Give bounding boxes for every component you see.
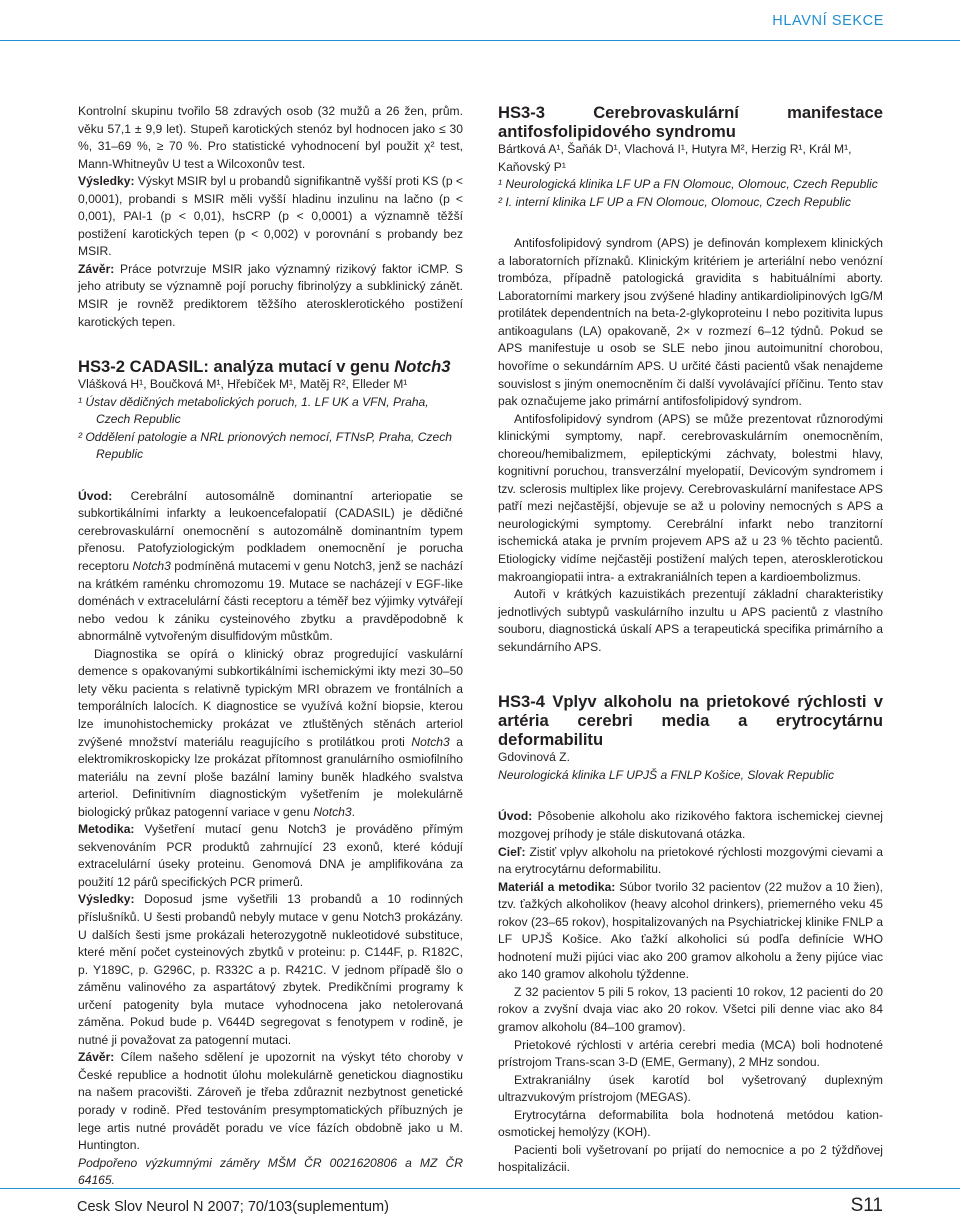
intro-text-hs34: Pôsobenie alkoholu ako rizikového faktora ischemickej cievnej mozgovej príhody je stále diskutovaná otázka. bbox=[498, 809, 883, 841]
body-paragraph-5-hs34: Erytrocytárna deformabilita bola hodnotená metódou kation-osmotickej hemolýzy (KOH). bbox=[498, 1107, 883, 1140]
conclusion-label: Závěr: bbox=[78, 261, 115, 276]
diag-end: . bbox=[351, 804, 356, 819]
aim-paragraph-hs34 bbox=[498, 844, 883, 879]
conclusion-label-hs32: Závěr: bbox=[78, 1050, 115, 1065]
title-gene: Notch3 bbox=[394, 357, 451, 377]
funding-text: Podpořeno výzkumnými záměry MŠM ČR 0021620806 a MZ ČR 64165. bbox=[78, 1155, 463, 1188]
funding-note bbox=[78, 1155, 463, 1190]
conclusion-text: Práce potvrzuje MSIR jako významný rizikový faktor iCMP. S jeho atributy se významně pojí poruchy fibrinolýzy a subklinický zánět. MSIR je rovněž prediktorem těžšího aterosklerotického postižení karotických tepen. bbox=[78, 261, 463, 329]
section-label: HLAVNÍ SEKCE bbox=[772, 13, 884, 29]
body-paragraph-6-hs34: Pacienti boli vyšetrovaní po prijatí do nemocnice a po 2 týždňovej hospitalizácii. bbox=[498, 1142, 883, 1175]
methods-text: Vyšetření mutací genu Notch3 je prováděno přímým sekvenováním PCR produktů zahrnující 23 exonů, které kódují extracelulární úseky proteinu. Genomová DNA je amplifikována za použití 12 párů specifických PCR primerů. bbox=[78, 822, 463, 889]
conclusion-text-hs32: Cílem našeho sdělení je upozornit na výskyt této choroby v České republice a hodnotit úlohu molekulárně genetickou diagnostiku na našem pracovišti. Zároveň je třeba zdůraznit nezbytnost genetické porady v rodině. Před testováním presymptomatických příbuzných je lege artis nutné provádět poradu ve více fázích obdobně jako u M. Huntington. bbox=[78, 1050, 463, 1153]
abstract-title-hs32 bbox=[78, 357, 463, 376]
affiliation-hs34: Neurologická klinika LF UPJŠ a FNLP Košice, Slovak Republic bbox=[498, 767, 835, 782]
diag-gene-2: Notch3 bbox=[313, 804, 352, 819]
intro-text-a: Cerebrální autosomálně dominantní arteriopatie se subkortikálními infarkty a leukoencefalopatií (CADASIL) je dědičné cerebrovaskulární onemocnění s autozomálně dominantním typem přenosu. Patofyziologickým podkladem onemocnění je porucha receptoru bbox=[78, 488, 463, 574]
authors-hs34: Gdovinová Z. bbox=[498, 750, 570, 765]
intro-text-b: podmíněná mutacemi v genu Notch3, jenž se nachází na krátkém raménku chromozomu 19. Mutace se nacházejí v EGF-like doménách v extracelulární části receptoru a téměř bez výjimky vytvářejí nebo vedou k zániku cysteinového zbytku a pravděpodobně k abnormálně vytvořeným disulfidovým můstkům. bbox=[78, 559, 464, 644]
results-paragraph-hs32 bbox=[78, 891, 463, 1049]
results-text: Výskyt MSIR byl u probandů signifikantně vyšší proti KS (p < 0,0001), probandi s MSIR měli vyšší hladinu inzulinu na lačno (p < 0,001), PAI-1 (p < 0,01), hsCRP (p < 0,0001) a významně těžší postižení karotických tepen (p < 0,002) v porovnání s probandy bez MSIR. bbox=[78, 174, 463, 259]
body-paragraph-4-hs34: Extrakraniálny úsek karotíd bol vyšetrovaný duplexným ultrazvukovým prístrojom (MEGAS). bbox=[498, 1072, 883, 1105]
diag-text-a: Diagnostika se opírá o klinický obraz progredující vaskulární demence s opakovanými subkortikálními ischemickými ikty mezi 30–50 lety věku pacienta s relativně typickým MRI obrazem ve frontálních a temporálních lalocích. K diagnostice se využívá kožní biopsie, kterou lze imunohistochemicky prokázat ve ztluštěných stěnách arteriol zvýšené množství materiálu reagujícího s protilátkou proti bbox=[78, 646, 463, 749]
diagnostics-paragraph bbox=[78, 646, 463, 821]
affiliation-2-hs33: ² I. interní klinika LF UP a FN Olomouc, Olomouc, Czech Republic bbox=[498, 194, 851, 209]
body-paragraph-3-hs34: Prietokové rýchlosti v artéria cerebri media (MCA) boli hodnotené prístrojom Trans-scan 3-D (EME, Germany), 2 MHz sondou. bbox=[498, 1037, 883, 1070]
results-paragraph bbox=[78, 173, 463, 261]
page-number: S11 bbox=[850, 1195, 883, 1216]
intro-paragraph-hs34 bbox=[498, 808, 883, 843]
abstract-title-hs34: HS3-4 Vplyv alkoholu na prietokové rýchlosti v artéria cerebri media a erytrocytárnu deformabilitu bbox=[498, 692, 883, 750]
conclusion-paragraph bbox=[78, 261, 463, 331]
intro-label: Úvod: bbox=[78, 488, 113, 503]
body-paragraph-2-hs34: Z 32 pacientov 5 pili 5 rokov, 13 pacienti 10 rokov, 12 pacienti do 20 rokov a zvyšní dvaja viac ako 20 rokov. Všetci pili denne viac ako 84 gramov alkoholu (84–100 gramov). bbox=[498, 984, 883, 1034]
material-paragraph-hs34 bbox=[498, 879, 883, 984]
title-text: HS3-2 CADASIL: analýza mutací v genu bbox=[78, 357, 395, 377]
intro-label-hs34: Úvod: bbox=[498, 809, 533, 824]
header-rule bbox=[0, 40, 960, 41]
results-text-hs32: Doposud jsme vyšetřili 13 probandů a 10 rodinných příslušníků. U šesti probandů nebyly mutace v genu Notch3 prokázány. U dalších šesti jsme prokázali heterozygotně nukleotidové substituce, které mění počet cysteinových zbytků v proteinu: p. C144F, p. R182C, p. Y189C, p. G296C, p. R332C a p. R421C. V jednom případě šlo o záměnu valinového za aspartátový zbytek. Predikčními programy k určení patogenity byla mutace vyhodnocena jako netolerovaná záměna. Pokud bude p. V644D segregovat s fenotypem v rodině, je nutné ji považovat za patogenní mutaci. bbox=[78, 892, 463, 1047]
methods-label: Metodika: bbox=[78, 822, 135, 837]
left-column bbox=[78, 103, 463, 1190]
material-label: Materiál a metodika: bbox=[498, 879, 616, 894]
affiliation-1-hs32: ¹ Ústav dědičných metabolických poruch, 1. LF UK a VFN, Praha, Czech Republic bbox=[78, 394, 429, 427]
authors-hs32: Vlášková H¹, Boučková M¹, Hřebíček M¹, Matěj R², Elleder M¹ bbox=[78, 377, 408, 392]
conclusion-paragraph-hs32 bbox=[78, 1049, 463, 1154]
body-paragraph-1-hs33: Antifosfolipidový syndrom (APS) je definován komplexem klinických a laboratorních příznaků. Klinickým kritériem je arteriální nebo venózní trombóza, případně patologická gravidita s habituálními aborty. Laboratorními markery jsou zvýšené hladiny antikardiolipinových IgG/M protilátek dependentních na beta-2-glykoproteinu I nebo pozitivita lupus antikoagulans (LA) opakovaně, 2× v rozmezí 6–12 týdnů. Pokud se APS manifestuje u osob se SLE nebo jinou autoimunitní chorobou, hovoříme o sekundárním APS. U určité části pacientů však nenajdeme souvislost s jiným onemocněním či další vyvolávající příčinu. Tento stav pak označujeme jako primární antifosfolipidový syndrom. bbox=[498, 236, 883, 409]
right-column bbox=[498, 103, 883, 1177]
footer-rule bbox=[0, 1188, 960, 1189]
abstract-title-hs33: HS3-3 Cerebrovaskulární manifestace antifosfolipidového syndromu bbox=[498, 103, 883, 141]
results-label: Výsledky: bbox=[78, 174, 135, 189]
authors-hs33: Bártková A¹, Šaňák D¹, Vlachová I¹, Hutyra M², Herzig R¹, Král M¹, Kaňovský P¹ bbox=[498, 142, 852, 174]
body-paragraph-3-hs33: Autoři v krátkých kazuistikách prezentují základní charakteristiky jednotlivých subtypů vaskulárního inzultu u APS pacientů z vlastního souboru, diagnostická úskalí APS a terapeutická specifika primárního a sekundárního APS. bbox=[498, 587, 883, 654]
intro-gene: Notch3 bbox=[132, 559, 171, 574]
intro-paragraph: Kontrolní skupinu tvořilo 58 zdravých osob (32 mužů a 26 žen, prům. věku 57,1 ± 9,9 let). Stupeň karotických stenóz byl hodnocen jako ≤ 30 %, 31–69 %, ≥ 70 %. Pro statistické vyhodnocení byl použit χ² test, Mann-Whitneyův U test a Wilcoxonův test. bbox=[78, 104, 463, 171]
diag-gene: Notch3 bbox=[411, 734, 450, 749]
affiliation-2-hs32: ² Oddělení patologie a NRL prionových nemocí, FTNsP, Praha, Czech Republic bbox=[78, 429, 452, 462]
affiliation-1-hs33: ¹ Neurologická klinika LF UP a FN Olomouc, Olomouc, Czech Republic bbox=[498, 177, 878, 192]
intro-section-hs32 bbox=[78, 488, 463, 646]
diag-text-b: a elektromikroskopicky lze prokázat přítomnost granulárního osmiofilního materiálu na zevní ploše bazální laminy buněk hladkého svalstva arteriol. Definitivním diagnostickým vyšetřením je molekulárně biologický průkaz patogenní variace v genu bbox=[78, 734, 463, 819]
methods-paragraph bbox=[78, 821, 463, 891]
material-text: Súbor tvorilo 32 pacientov (22 mužov a 10 žien), tzv. ťažkých alkoholikov (heavy alcohol drinkers), priemerného veku 45 rokov (23–65 rokov), hospitalizovaných na Psychiatrickej klinike FNLP a LF UPJŠ Košice. Ako ťažkí alkoholici sú podľa definície WHO hodnotení muži pijúci viac ako 200 gramov alkoholu a ženy pijúce viac ako 140 gramov alkoholu týždenne. bbox=[498, 879, 883, 982]
body-paragraph-2-hs33: Antifosfolipidový syndrom (APS) se může prezentovat různorodými klinickými symptomy, např. cerebrovaskulárním onemocněním, choreou/hemibalizmem, epileptickými záchvaty, bolestmi hlavy, kognitivní poruchou, transverzální myelopatií, Devicovým syndromem i tzv. sclerosis multiplex like projevy. Cerebrovaskulární manifestace APS patří mezi nejčastější, objevuje se až u poloviny nemocných s APS a neurologickými symptomy. Cerebrální infarkt nebo tranzitorní ischemická ataka je prvním projevem APS až u 23 % těchto pacientů. Etiologicky vidíme nejčastěji postižení malých tepen, aterosklerotickou makroangiopatii intra- a extrakraniálních tepen a kardioembolizmus. bbox=[498, 411, 883, 584]
results-label-hs32: Výsledky: bbox=[78, 892, 135, 907]
aim-text: Zistiť vplyv alkoholu na prietokové rýchlosti mozgovými cievami a na erytrocytárnu deformabilitu. bbox=[498, 844, 883, 877]
aim-label: Cieľ: bbox=[498, 844, 526, 859]
footer-journal-citation: Cesk Slov Neurol N 2007; 70/103(suplementum) bbox=[77, 1199, 389, 1215]
